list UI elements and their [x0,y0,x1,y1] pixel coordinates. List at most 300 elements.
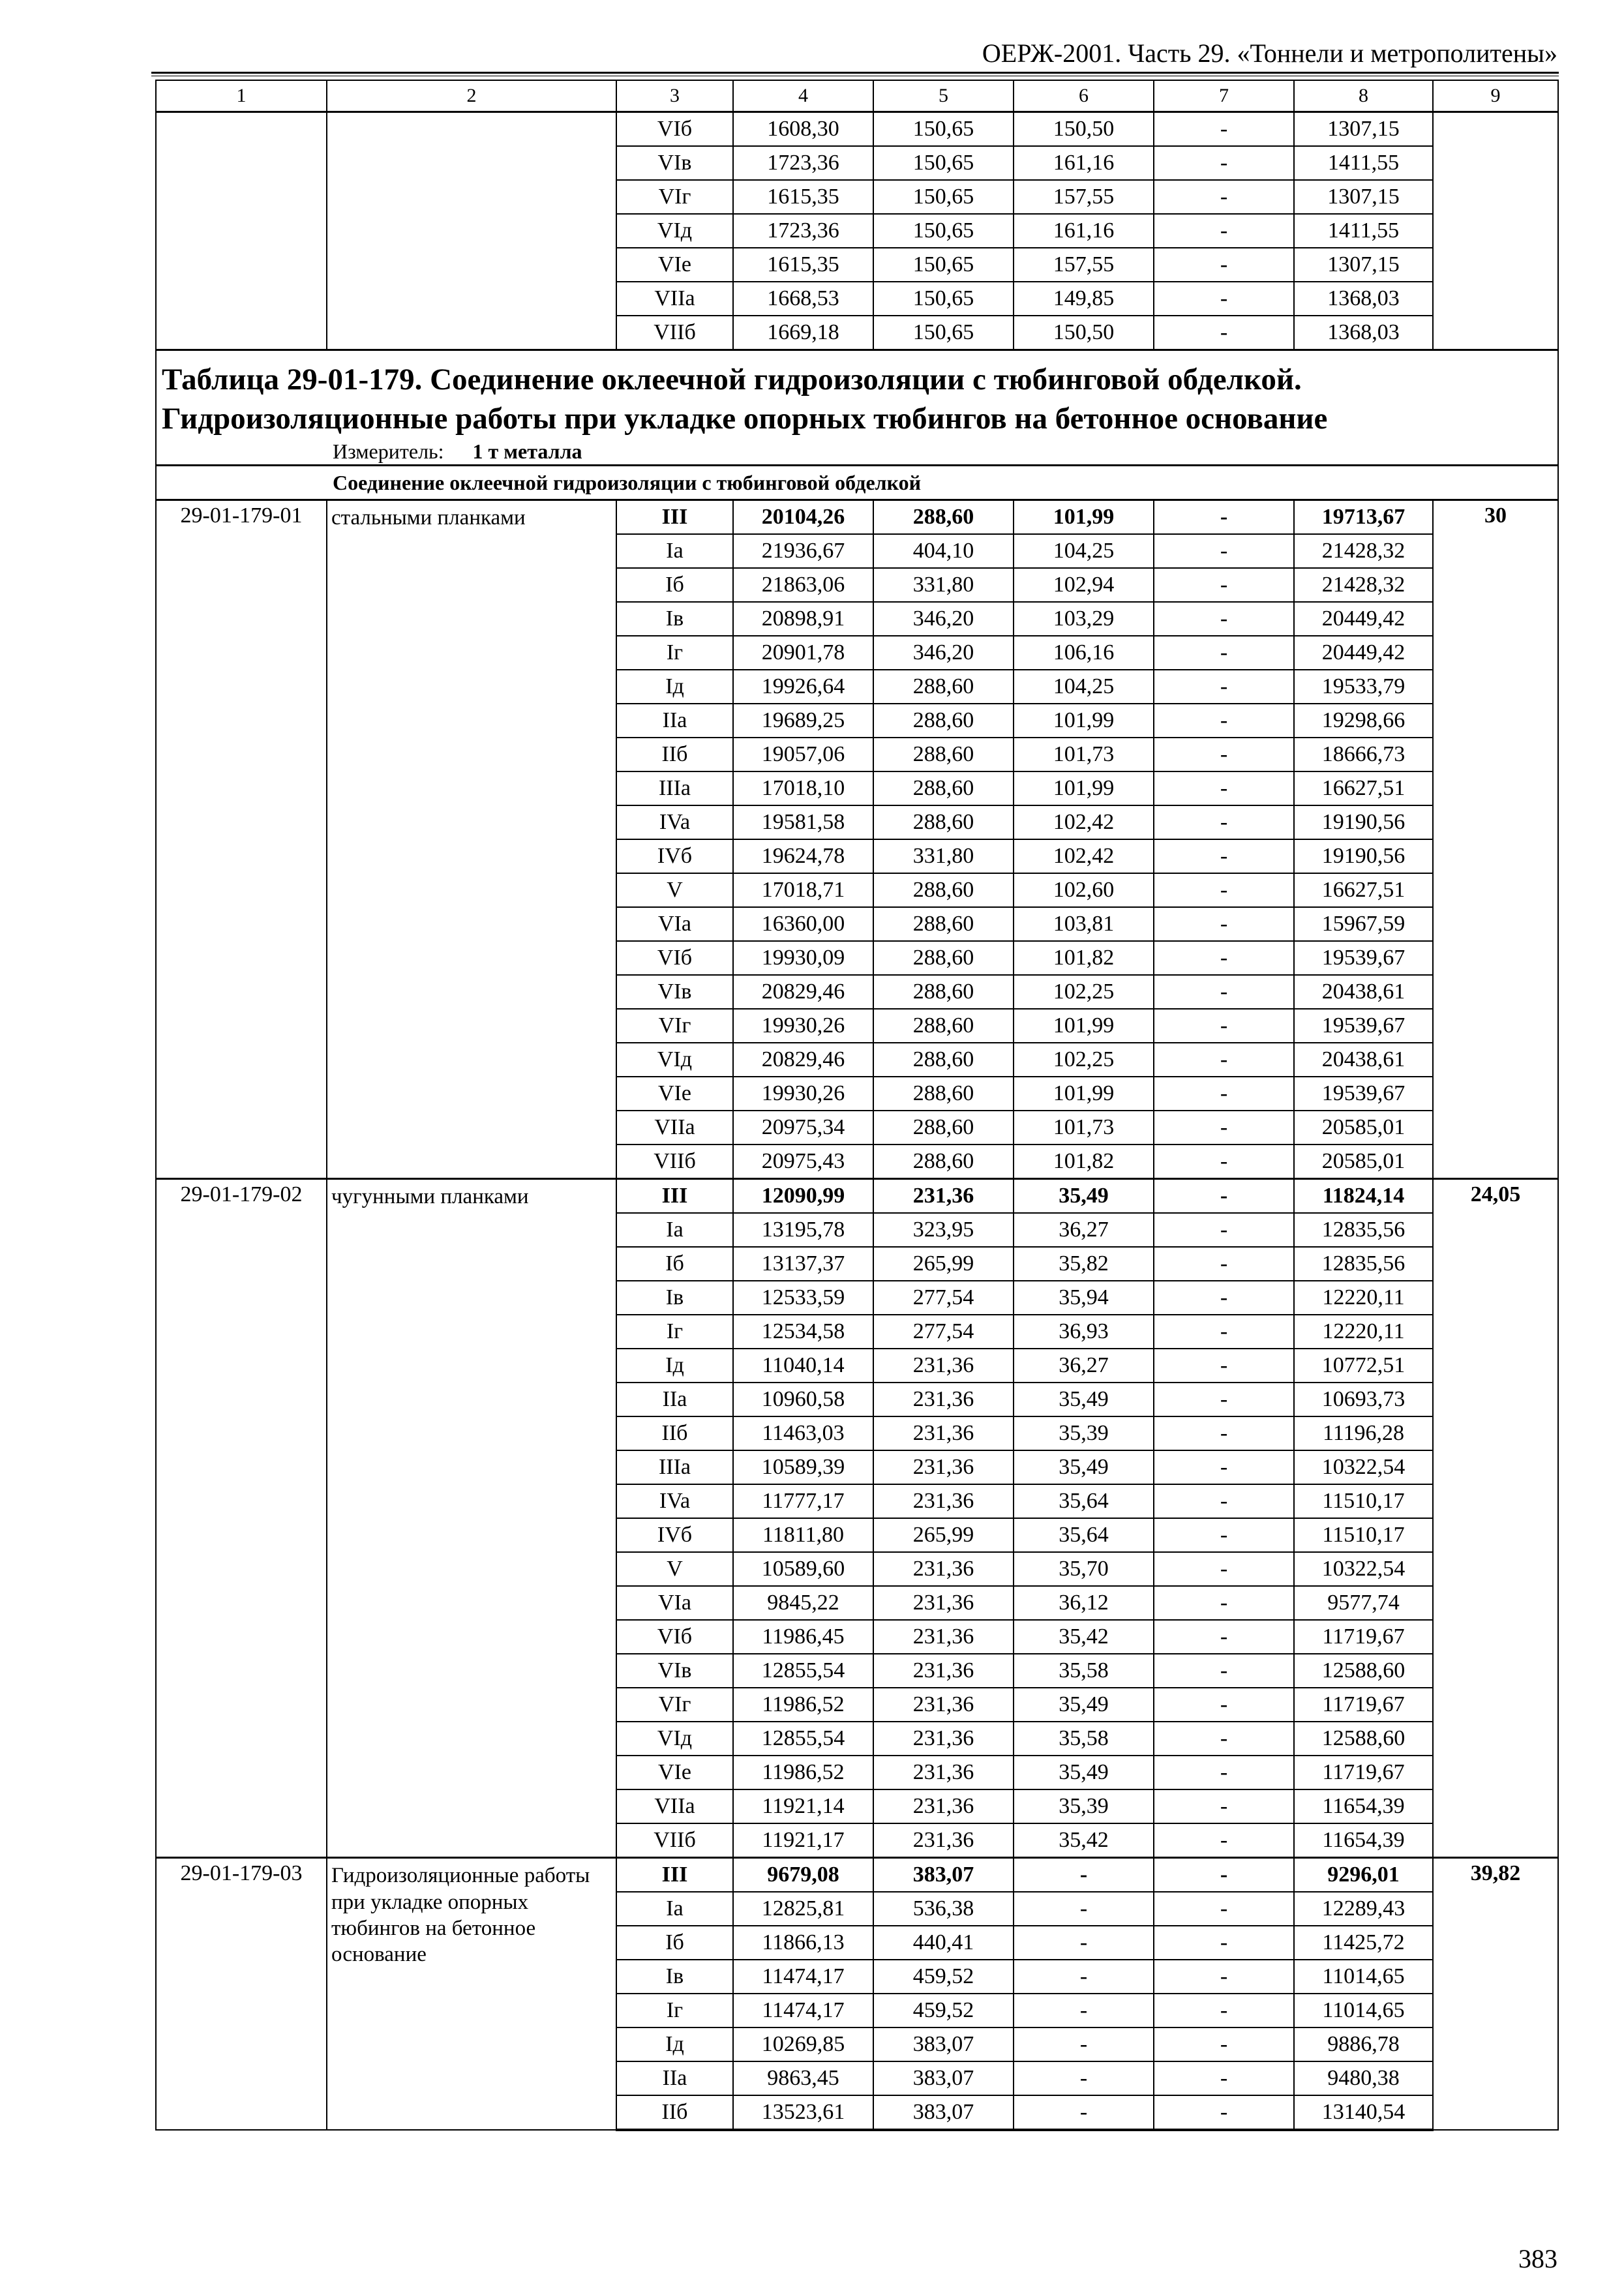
machine-cost: 35,39 [1014,1416,1154,1450]
machinist-wage: - [1154,1756,1294,1789]
wage-cost: 404,10 [873,534,1014,568]
machine-cost: 106,16 [1014,636,1154,670]
wage-cost: 383,07 [873,2027,1014,2061]
machine-cost: 102,25 [1014,975,1154,1009]
machine-cost: 35,49 [1014,1688,1154,1722]
wage-cost: 150,65 [873,248,1014,282]
material-cost: 18666,73 [1294,738,1433,771]
norm-code: 29-01-179-01 [156,500,327,1179]
material-cost: 13140,54 [1294,2095,1433,2130]
machinist-wage: - [1154,1144,1294,1179]
material-cost: 12220,11 [1294,1281,1433,1315]
wage-cost: 231,36 [873,1383,1014,1416]
wage-cost: 150,65 [873,146,1014,180]
wage-cost: 346,20 [873,602,1014,636]
total-cost: 20901,78 [733,636,873,670]
wage-cost: 231,36 [873,1789,1014,1823]
material-cost: 19539,67 [1294,1009,1433,1043]
norm-code: 29-01-179-02 [156,1179,327,1858]
machine-cost: 157,55 [1014,248,1154,282]
total-cost: 11811,80 [733,1518,873,1552]
table-row [156,1179,1558,1214]
wage-cost: 383,07 [873,2095,1014,2130]
total-cost: 20104,26 [733,500,873,535]
machinist-wage: - [1154,1858,1294,1893]
machine-cost: 150,50 [1014,316,1154,350]
rate-label: VIIб [616,316,733,350]
total-cost: 1723,36 [733,146,873,180]
rate-label: VIг [616,1009,733,1043]
wage-cost: 331,80 [873,568,1014,602]
machine-cost: 35,58 [1014,1654,1154,1688]
wage-cost: 288,60 [873,805,1014,839]
rate-label: IIб [616,2095,733,2130]
total-cost: 13523,61 [733,2095,873,2130]
machine-cost: 35,70 [1014,1552,1154,1586]
total-cost: 9845,22 [733,1586,873,1620]
machinist-wage: - [1154,602,1294,636]
total-cost: 11921,14 [733,1789,873,1823]
total-cost: 19057,06 [733,738,873,771]
price-table [155,80,1559,2131]
total-cost: 19930,26 [733,1009,873,1043]
machinist-wage: - [1154,1654,1294,1688]
wage-cost: 231,36 [873,1823,1014,1858]
material-cost: 21428,32 [1294,568,1433,602]
wage-cost: 150,65 [873,180,1014,214]
rate-label: VIг [616,1688,733,1722]
total-cost: 11474,17 [733,1960,873,1994]
machinist-wage: - [1154,1077,1294,1111]
total-cost: 10960,58 [733,1383,873,1416]
machine-cost: 36,27 [1014,1213,1154,1247]
wage-cost: 288,60 [873,670,1014,704]
machinist-wage: - [1154,670,1294,704]
machine-cost: 35,42 [1014,1620,1154,1654]
wage-cost: 231,36 [873,1484,1014,1518]
machinist-wage: - [1154,1552,1294,1586]
total-cost: 19624,78 [733,839,873,873]
column-number: 5 [873,80,1014,112]
machine-cost: 101,99 [1014,500,1154,535]
wage-cost: 459,52 [873,1960,1014,1994]
material-cost: 19298,66 [1294,704,1433,738]
rate-label: VIв [616,1654,733,1688]
machinist-wage: - [1154,1213,1294,1247]
work-name: чугунными планками [327,1179,616,1858]
material-cost: 11425,72 [1294,1926,1433,1960]
material-cost: 19190,56 [1294,805,1433,839]
table-row [156,500,1558,535]
material-cost: 16627,51 [1294,771,1433,805]
machinist-wage: - [1154,1383,1294,1416]
machinist-wage: - [1154,738,1294,771]
machinist-wage: - [1154,214,1294,248]
wage-cost: 277,54 [873,1315,1014,1349]
table-row [156,112,1558,147]
table-title [156,350,1558,466]
rate-label: VIa [616,907,733,941]
material-cost: 1411,55 [1294,214,1433,248]
machinist-wage: - [1154,1789,1294,1823]
total-cost: 1669,18 [733,316,873,350]
material-cost: 10322,54 [1294,1450,1433,1484]
rate-label: VIe [616,248,733,282]
total-cost: 20829,46 [733,1043,873,1077]
machine-cost: 35,64 [1014,1484,1154,1518]
total-cost: 17018,10 [733,771,873,805]
machinist-wage: - [1154,975,1294,1009]
wage-cost: 150,65 [873,112,1014,147]
machine-cost: 157,55 [1014,180,1154,214]
total-cost: 12090,99 [733,1179,873,1214]
material-cost: 11196,28 [1294,1416,1433,1450]
material-cost: 9296,01 [1294,1858,1433,1893]
material-cost: 1307,15 [1294,180,1433,214]
work-name: стальными планками [327,500,616,1179]
material-cost: 12220,11 [1294,1315,1433,1349]
rate-label: V [616,873,733,907]
page-number: 383 [1518,2244,1557,2273]
rate-label: VIд [616,214,733,248]
total-cost: 11921,17 [733,1823,873,1858]
total-cost: 12855,54 [733,1722,873,1756]
rate-label: Iд [616,1349,733,1383]
material-cost: 20585,01 [1294,1144,1433,1179]
rate-label: VIг [616,180,733,214]
machine-cost: 35,49 [1014,1383,1154,1416]
rate-label: IVб [616,1518,733,1552]
material-cost: 9577,74 [1294,1586,1433,1620]
total-cost: 17018,71 [733,873,873,907]
material-cost: 11719,67 [1294,1620,1433,1654]
machinist-wage: - [1154,805,1294,839]
wage-cost: 231,36 [873,1179,1014,1214]
machinist-wage: - [1154,248,1294,282]
machine-cost: - [1014,1858,1154,1893]
column-number: 2 [327,80,616,112]
labor-hours [1433,112,1558,350]
material-cost: 16627,51 [1294,873,1433,907]
total-cost: 13195,78 [733,1213,873,1247]
rate-label: IIб [616,738,733,771]
total-cost: 9863,45 [733,2061,873,2095]
machine-cost: 102,42 [1014,839,1154,873]
material-cost: 19539,67 [1294,941,1433,975]
total-cost: 11777,17 [733,1484,873,1518]
running-header: ОЕРЖ-2001. Часть 29. «Тоннели и метрополитены» [982,38,1557,68]
machinist-wage: - [1154,282,1294,316]
column-number: 9 [1433,80,1558,112]
material-cost: 10322,54 [1294,1552,1433,1586]
total-cost: 13137,37 [733,1247,873,1281]
rate-label: VIд [616,1722,733,1756]
material-cost: 10772,51 [1294,1349,1433,1383]
total-cost: 11866,13 [733,1926,873,1960]
machine-cost: 102,42 [1014,805,1154,839]
machinist-wage: - [1154,146,1294,180]
machine-cost: 149,85 [1014,282,1154,316]
machine-cost: 101,73 [1014,1111,1154,1144]
section-subtitle: Соединение оклеечной гидроизоляции с тюбинговой обделкой [156,466,1558,500]
wage-cost: 288,60 [873,941,1014,975]
total-cost: 20829,46 [733,975,873,1009]
machinist-wage: - [1154,1179,1294,1214]
material-cost: 11654,39 [1294,1823,1433,1858]
machine-cost: 35,49 [1014,1756,1154,1789]
table-row [156,1858,1558,1893]
machinist-wage: - [1154,1349,1294,1383]
title-line-1: Таблица 29-01-179. Соединение оклеечной гидроизоляции с тюбинговой обделкой. [162,363,1302,396]
labor-hours: 24,05 [1433,1179,1558,1858]
wage-cost: 277,54 [873,1281,1014,1315]
wage-cost: 288,60 [873,500,1014,535]
rate-label: Iб [616,568,733,602]
machinist-wage: - [1154,1960,1294,1994]
wage-cost: 288,60 [873,1077,1014,1111]
machinist-wage: - [1154,568,1294,602]
machine-cost: 36,93 [1014,1315,1154,1349]
machine-cost: - [1014,1926,1154,1960]
machine-cost: 103,29 [1014,602,1154,636]
material-cost: 19533,79 [1294,670,1433,704]
rate-label: IVб [616,839,733,873]
wage-cost: 288,60 [873,1144,1014,1179]
material-cost: 11719,67 [1294,1688,1433,1722]
machine-cost: 35,58 [1014,1722,1154,1756]
machinist-wage: - [1154,771,1294,805]
material-cost: 12835,56 [1294,1247,1433,1281]
machine-cost: 101,73 [1014,738,1154,771]
rate-label: VIб [616,941,733,975]
total-cost: 10269,85 [733,2027,873,2061]
machine-cost: 102,25 [1014,1043,1154,1077]
total-cost: 11986,45 [733,1620,873,1654]
machinist-wage: - [1154,316,1294,350]
machine-cost: 101,99 [1014,704,1154,738]
rate-label: Iв [616,602,733,636]
material-cost: 11510,17 [1294,1518,1433,1552]
machinist-wage: - [1154,1009,1294,1043]
material-cost: 1307,15 [1294,248,1433,282]
rate-label: III [616,1858,733,1893]
machine-cost: - [1014,1960,1154,1994]
rate-label: Iв [616,1281,733,1315]
machine-cost: 104,25 [1014,670,1154,704]
rate-label: III [616,500,733,535]
material-cost: 11824,14 [1294,1179,1433,1214]
material-cost: 20438,61 [1294,1043,1433,1077]
machinist-wage: - [1154,907,1294,941]
rate-label: Iд [616,670,733,704]
machinist-wage: - [1154,1043,1294,1077]
wage-cost: 288,60 [873,907,1014,941]
rate-label: IVa [616,1484,733,1518]
total-cost: 1615,35 [733,180,873,214]
rate-label: VIIa [616,282,733,316]
machinist-wage: - [1154,1484,1294,1518]
column-number-row [156,80,1558,112]
machinist-wage: - [1154,1450,1294,1484]
rate-label: VIб [616,1620,733,1654]
machinist-wage: - [1154,941,1294,975]
total-cost: 11463,03 [733,1416,873,1450]
material-cost: 9886,78 [1294,2027,1433,2061]
rate-label: Ia [616,534,733,568]
machinist-wage: - [1154,1620,1294,1654]
total-cost: 12855,54 [733,1654,873,1688]
rate-label: Iб [616,1926,733,1960]
material-cost: 15967,59 [1294,907,1433,941]
wage-cost: 288,60 [873,1111,1014,1144]
machinist-wage: - [1154,1281,1294,1315]
total-cost: 12534,58 [733,1315,873,1349]
material-cost: 20438,61 [1294,975,1433,1009]
wage-cost: 346,20 [873,636,1014,670]
total-cost: 12533,59 [733,1281,873,1315]
rate-label: Ia [616,1213,733,1247]
rate-label: VIд [616,1043,733,1077]
total-cost: 20975,43 [733,1144,873,1179]
material-cost: 10693,73 [1294,1383,1433,1416]
machine-cost: 35,39 [1014,1789,1154,1823]
total-cost: 11474,17 [733,1994,873,2027]
rate-label: Iв [616,1960,733,1994]
total-cost: 11986,52 [733,1688,873,1722]
machine-cost: 150,50 [1014,112,1154,147]
wage-cost: 288,60 [873,1043,1014,1077]
rate-label: Iг [616,1315,733,1349]
machine-cost: 35,82 [1014,1247,1154,1281]
wage-cost: 231,36 [873,1756,1014,1789]
wage-cost: 231,36 [873,1586,1014,1620]
wage-cost: 383,07 [873,2061,1014,2095]
wage-cost: 231,36 [873,1552,1014,1586]
machinist-wage: - [1154,1994,1294,2027]
rate-label: VIe [616,1756,733,1789]
rate-label: Iд [616,2027,733,2061]
machine-cost: 101,82 [1014,941,1154,975]
wage-cost: 536,38 [873,1892,1014,1926]
rate-label: Ia [616,1892,733,1926]
title-line-2: Гидроизоляционные работы при укладке опорных тюбингов на бетонное основание [162,402,1328,436]
rate-label: III [616,1179,733,1214]
machinist-wage: - [1154,1722,1294,1756]
machine-cost: - [1014,2061,1154,2095]
total-cost: 1615,35 [733,248,873,282]
machinist-wage: - [1154,1926,1294,1960]
total-cost: 21936,67 [733,534,873,568]
column-number: 7 [1154,80,1294,112]
rate-label: Iб [616,1247,733,1281]
rate-label: VIIa [616,1111,733,1144]
material-cost: 1368,03 [1294,316,1433,350]
machinist-wage: - [1154,1892,1294,1926]
rate-label: VIб [616,112,733,147]
total-cost: 21863,06 [733,568,873,602]
material-cost: 20585,01 [1294,1111,1433,1144]
material-cost: 1307,15 [1294,112,1433,147]
rate-label: VIa [616,1586,733,1620]
rate-label: IIa [616,704,733,738]
machine-cost: 35,42 [1014,1823,1154,1858]
material-cost: 12588,60 [1294,1654,1433,1688]
rate-label: VIe [616,1077,733,1111]
total-cost: 19689,25 [733,704,873,738]
total-cost: 10589,39 [733,1450,873,1484]
machinist-wage: - [1154,1416,1294,1450]
wage-cost: 231,36 [873,1620,1014,1654]
machine-cost: 102,94 [1014,568,1154,602]
machine-cost: 101,82 [1014,1144,1154,1179]
machine-cost: 101,99 [1014,1009,1154,1043]
machinist-wage: - [1154,1315,1294,1349]
wage-cost: 331,80 [873,839,1014,873]
column-number: 8 [1294,80,1433,112]
machine-cost: 103,81 [1014,907,1154,941]
material-cost: 12588,60 [1294,1722,1433,1756]
rate-label: Iг [616,1994,733,2027]
rate-label: VIв [616,975,733,1009]
material-cost: 11510,17 [1294,1484,1433,1518]
labor-hours: 39,82 [1433,1858,1558,2131]
norm-code [156,112,327,350]
wage-cost: 231,36 [873,1416,1014,1450]
rate-label: VIIб [616,1823,733,1858]
machine-cost: 161,16 [1014,146,1154,180]
rate-label: VIв [616,146,733,180]
column-number: 4 [733,80,873,112]
machinist-wage: - [1154,2095,1294,2130]
total-cost: 12825,81 [733,1892,873,1926]
material-cost: 19713,67 [1294,500,1433,535]
wage-cost: 383,07 [873,1858,1014,1893]
machine-cost: 101,99 [1014,771,1154,805]
wage-cost: 265,99 [873,1247,1014,1281]
section-subtitle-row [156,466,1558,500]
machine-cost: 36,27 [1014,1349,1154,1383]
material-cost: 19190,56 [1294,839,1433,873]
machinist-wage: - [1154,1247,1294,1281]
machine-cost: - [1014,2095,1154,2130]
rate-label: IIa [616,2061,733,2095]
material-cost: 12835,56 [1294,1213,1433,1247]
material-cost: 11014,65 [1294,1960,1433,1994]
machine-cost: 36,12 [1014,1586,1154,1620]
total-cost: 1668,53 [733,282,873,316]
rate-label: IIa [616,1383,733,1416]
wage-cost: 231,36 [873,1450,1014,1484]
machine-cost: - [1014,1994,1154,2027]
machinist-wage: - [1154,1688,1294,1722]
wage-cost: 231,36 [873,1688,1014,1722]
rate-label: IIIa [616,771,733,805]
measure-unit [333,441,1552,462]
machinist-wage: - [1154,112,1294,147]
column-number: 3 [616,80,733,112]
material-cost: 21428,32 [1294,534,1433,568]
machinist-wage: - [1154,1111,1294,1144]
rate-label: V [616,1552,733,1586]
machinist-wage: - [1154,1518,1294,1552]
machinist-wage: - [1154,1823,1294,1858]
machine-cost: - [1014,2027,1154,2061]
rate-label: VIIб [616,1144,733,1179]
material-cost: 1368,03 [1294,282,1433,316]
rate-label: Iг [616,636,733,670]
wage-cost: 459,52 [873,1994,1014,2027]
wage-cost: 150,65 [873,282,1014,316]
